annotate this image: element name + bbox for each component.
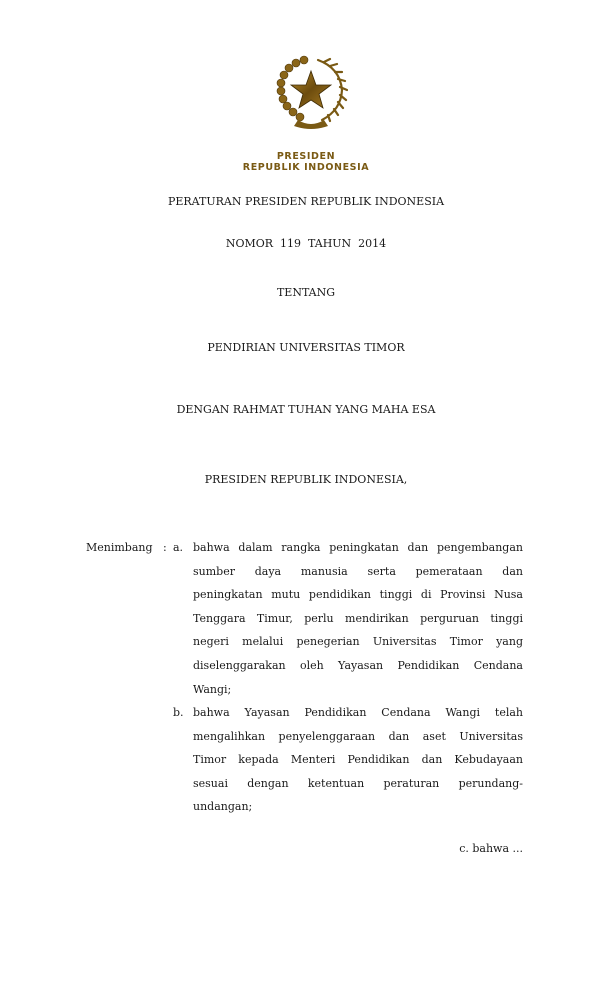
- text-line: negeri melalui penegerian Universitas Timor yang: [193, 635, 523, 649]
- text-line: mengalihkan penyelenggaraan dan aset Universitas: [193, 729, 523, 743]
- considering-label: Menimbang: [86, 541, 153, 554]
- text-line: Timor kepada Menteri Pendidikan dan Kebudayaan: [193, 753, 523, 767]
- seal-title-presiden: PRESIDEN: [276, 151, 336, 162]
- regulation-number-year: NOMOR 119 TAHUN 2014: [225, 237, 387, 250]
- seal-title-republik-indonesia: REPUBLIK INDONESIA: [242, 162, 370, 173]
- considering-colon: :: [163, 541, 167, 554]
- consideration-a-text: [193, 536, 523, 701]
- text-line: bahwa dalam rangka peningkatan dan pengembangan: [193, 541, 523, 554]
- text-line: Wangi;: [193, 682, 232, 696]
- page-continuation-marker: c. bahwa ...: [459, 842, 523, 855]
- regulation-subject: PENDIRIAN UNIVERSITAS TIMOR: [207, 341, 405, 354]
- consideration-b-marker: b.: [173, 706, 184, 719]
- text-line: sumber daya manusia serta pemerataan dan: [193, 564, 523, 578]
- text-line: sesuai dengan ketentuan peraturan perundang-: [193, 776, 523, 790]
- text-line: bahwa Yayasan Pendidikan Cendana Wangi telah: [193, 706, 523, 719]
- consideration-a-marker: a.: [173, 541, 184, 554]
- text-line: undangan;: [193, 800, 253, 814]
- about-heading: TENTANG: [276, 286, 336, 299]
- consideration-b-text: [193, 701, 523, 819]
- authority-line: PRESIDEN REPUBLIK INDONESIA,: [204, 473, 408, 486]
- text-line: peningkatan mutu pendidikan tinggi di Provinsi Nusa: [193, 588, 523, 602]
- presidential-emblem-icon: [274, 54, 348, 130]
- text-line: diselenggarakan oleh Yayasan Pendidikan Cendana: [193, 658, 523, 672]
- regulation-type-heading: PERATURAN PRESIDEN REPUBLIK INDONESIA: [167, 195, 445, 208]
- text-line: Tenggara Timur, perlu mendirikan perguruan tinggi: [193, 611, 523, 625]
- invocation-line: DENGAN RAHMAT TUHAN YANG MAHA ESA: [176, 403, 436, 416]
